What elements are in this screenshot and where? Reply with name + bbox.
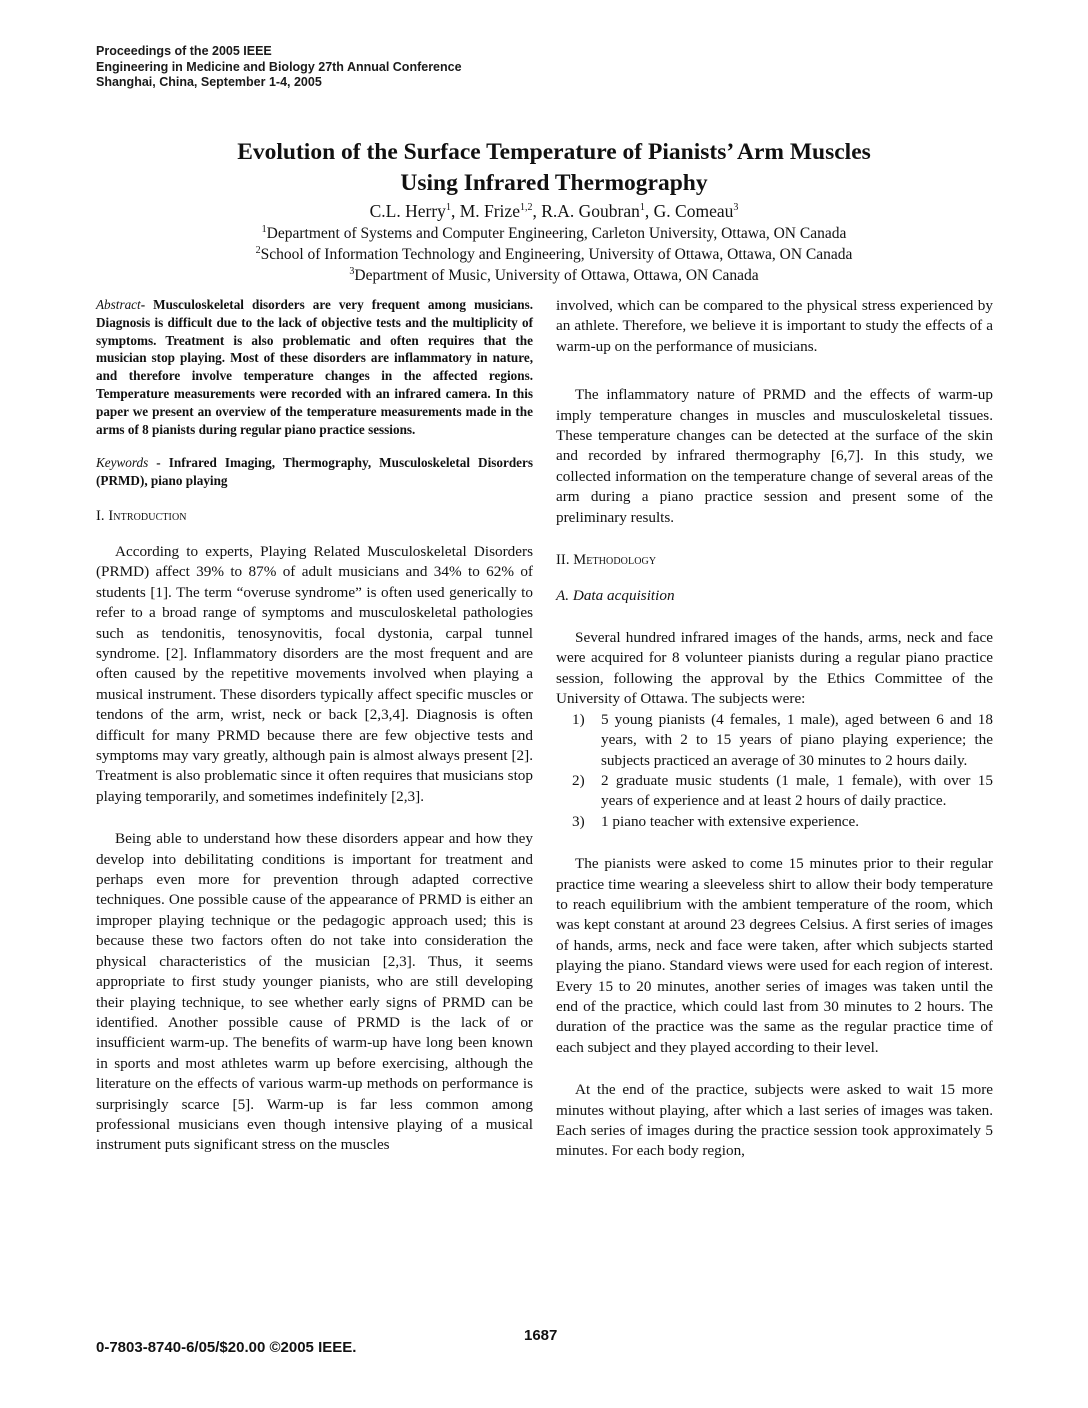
left-column — [96, 296, 533, 1156]
affiliation — [180, 244, 928, 265]
abstract-text: - Musculoskeletal disorders are very frequent among musicians. Diagnosis is difficult due to the lack of objective tests and the multiplicity of symptoms. Treatment is also problematic and often requires that the musician stop playing. Most of these disorders are inflammatory in nature, and therefore involve temperature changes in the affected regions. Temperature measurements were recorded with an infrared camera. In this paper we present an overview of the temperature measurements made in the arms of 8 pianists during regular piano practice sessions. — [96, 297, 533, 437]
keywords-lead: Keywords — [96, 455, 149, 471]
author-affil-sup: 1 — [639, 202, 645, 214]
keywords — [96, 454, 533, 490]
section-heading-methodology: II. Methodology — [556, 552, 657, 569]
author-list: C.L. Herry$^1$, M. Frize$^{1,2}$, R.A. Goubran$^1$, G. Comeau$^3$ — [369, 201, 739, 221]
affiliation-text: Department of Systems and Computer Engineering, Carleton University, Ottawa, ON Canada — [266, 225, 847, 242]
list-item-number: 2) — [572, 771, 585, 789]
subject-list — [556, 710, 993, 832]
affiliation — [180, 223, 928, 244]
methodology-paragraph-1: Several hundred infrared images of the hands, arms, neck and face were acquired for 8 volunteer pianists during a regular piano practice session, following the approval by the Ethics Committee of the University of Ottawa. The subjects were: — [556, 629, 993, 708]
proceedings-line-3: Shanghai, China, September 1-4, 2005 — [96, 75, 322, 89]
affiliation-text: Department of Music, University of Ottawa, Ottawa, ON Canada — [354, 267, 759, 284]
list-item-text: 1 piano teacher with extensive experience. — [601, 812, 860, 830]
abstract — [96, 296, 533, 438]
author-affil-sup: 1,2 — [519, 202, 533, 214]
author-name: C.L. Herry — [369, 201, 446, 221]
intro-paragraph-2: Being able to understand how these disorders appear and how they develop into debilitating conditions is important for treatment and perhaps even more for prevention through adapted corrective techniques. One possible cause of the appearance of PRMD is either an improper playing technique or the pedagogic approach used; this is because these two factors often do not take into consideration the physical characteristics of the musician [2,3]. Thus, it seems appropriate to first study younger pianists, who are still developing their playing technique, to see whether early signs of PRMD can be identified. Another possible cause of PRMD is the lack of or insufficient warm-up. The benefits of warm-up have long been known in sports and most athletes warm up before exercising, although the literature on the effects of various warm-up methods on performance is surprisingly scarce [5]. Warm-up is far less common among professional musicians even though intensive playing of a musical instrument puts significant stress on the muscles — [96, 830, 533, 1154]
list-item-number: 3) — [572, 812, 585, 830]
methodology-paragraph-3: At the end of the practice, subjects were asked to wait 15 more minutes without playing, after which a last series of images was taken. Each series of images during the practice session took approximately 5 minutes. For each body region, — [556, 1081, 993, 1160]
intro-paragraph-3: The inflammatory nature of PRMD and the effects of warm-up imply temperature changes in muscles and musculoskeletal tissues. These temperature changes can be detected at the surface of the skin and recorded by infrared thermography [6,7]. In this study, we collected information on the temperature change of several areas of the arm during a piano practice session and present some of the preliminary results. — [556, 386, 993, 526]
subsection-heading-data-acquisition: A. Data acquisition — [556, 587, 675, 605]
proceedings-line-1: Proceedings of the 2005 IEEE — [96, 44, 272, 58]
page-number: 1687 — [524, 1327, 558, 1344]
list-item-text: 2 graduate music students (1 male, 1 female), with over 15 years of experience and at least 2 hours of daily practice. — [601, 771, 993, 810]
list-item — [556, 812, 993, 832]
proceedings-line-2: Engineering in Medicine and Biology 27th Annual Conference — [96, 59, 462, 74]
author-affil-sup: 3 — [733, 202, 739, 214]
right-column — [556, 296, 993, 1162]
list-item — [556, 771, 993, 812]
intro-paragraph-1: According to experts, Playing Related Musculoskeletal Disorders (PRMD) affect 39% to 87% of adult musicians and 34% to 62% of students [1]. The term “overuse syndrome” is often used generically to refer to a broad range of symptoms and musculoskeletal pathologies such as tendonitis, tenosynovitis, focal dystonia, carpal tunnel syndrome. [2]. Inflammatory disorders are the most frequent and are often caused by the repetitive movements involved when playing a musical instrument. These disorders typically affect specific muscles or tendons of the arm, wrist, neck or back [2,3,4]. Diagnosis is often difficult for many PRMD because there are few objective tests and symptoms may vary greatly, although pain is almost always present [2]. Treatment is also problematic since it often requires that musicians stop playing temporarily, and sometimes indefinitely [2,3]. — [96, 542, 533, 805]
author-name: R.A. Goubran — [541, 201, 640, 221]
affiliation-sup: 1 — [261, 223, 267, 235]
title-line-2: Using Infrared Thermography — [400, 170, 708, 196]
affiliation-sup: 2 — [255, 244, 261, 256]
title-line-1: Evolution of the Surface Temperature of Pianists’ Arm Muscles — [237, 139, 871, 165]
copyright-notice: 0-7803-8740-6/05/$20.00 ©2005 IEEE. — [96, 1339, 357, 1356]
abstract-lead: Abstract — [96, 297, 141, 312]
intro-paragraph-2-continued: involved, which can be compared to the physical stress experienced by an athlete. Therefore, we believe it is important to study the effects of a warm-up on the performance of musicians. — [556, 297, 993, 355]
author-affil-sup: 1 — [445, 202, 451, 214]
section-heading-introduction: I. Introduction — [96, 507, 187, 524]
title-block — [180, 137, 928, 286]
keywords-text: - Infrared Imaging, Thermography, Musculoskeletal Disorders (PRMD), piano playing — [96, 455, 533, 489]
methodology-paragraph-2: The pianists were asked to come 15 minutes prior to their regular practice time wearing a sleeveless shirt to allow their body temperature to reach equilibrium with the ambient temperature of the room, which was kept constant at around 23 degrees Celsius. A first series of images of hands, arms, neck and face were taken, after which subjects started playing the piano. Standard views were used for each region of interest. Every 15 to 20 minutes, another series of images was taken until the end of the practice, which could last from 30 minutes to 2 hours. The duration of the practice was the same as the regular practice time of each subject and they played according to their level. — [556, 855, 993, 1056]
list-item — [556, 710, 993, 771]
author-name: M. Frize — [459, 201, 520, 221]
affiliation-text: School of Information Technology and Engineering, University of Ottawa, Ottawa, ON Canada — [260, 246, 853, 263]
paper-title — [180, 137, 928, 199]
list-item-text: 5 young pianists (4 females, 1 male), aged between 6 and 18 years, with 2 to 15 years of piano playing experience; the subjects practiced an average of 30 minutes to 2 hours daily. — [601, 710, 993, 769]
author-name: G. Comeau — [653, 201, 734, 221]
affiliation — [180, 265, 928, 286]
list-item-number: 1) — [572, 710, 585, 728]
affiliation-sup: 3 — [349, 265, 355, 277]
proceedings-header — [96, 44, 462, 91]
